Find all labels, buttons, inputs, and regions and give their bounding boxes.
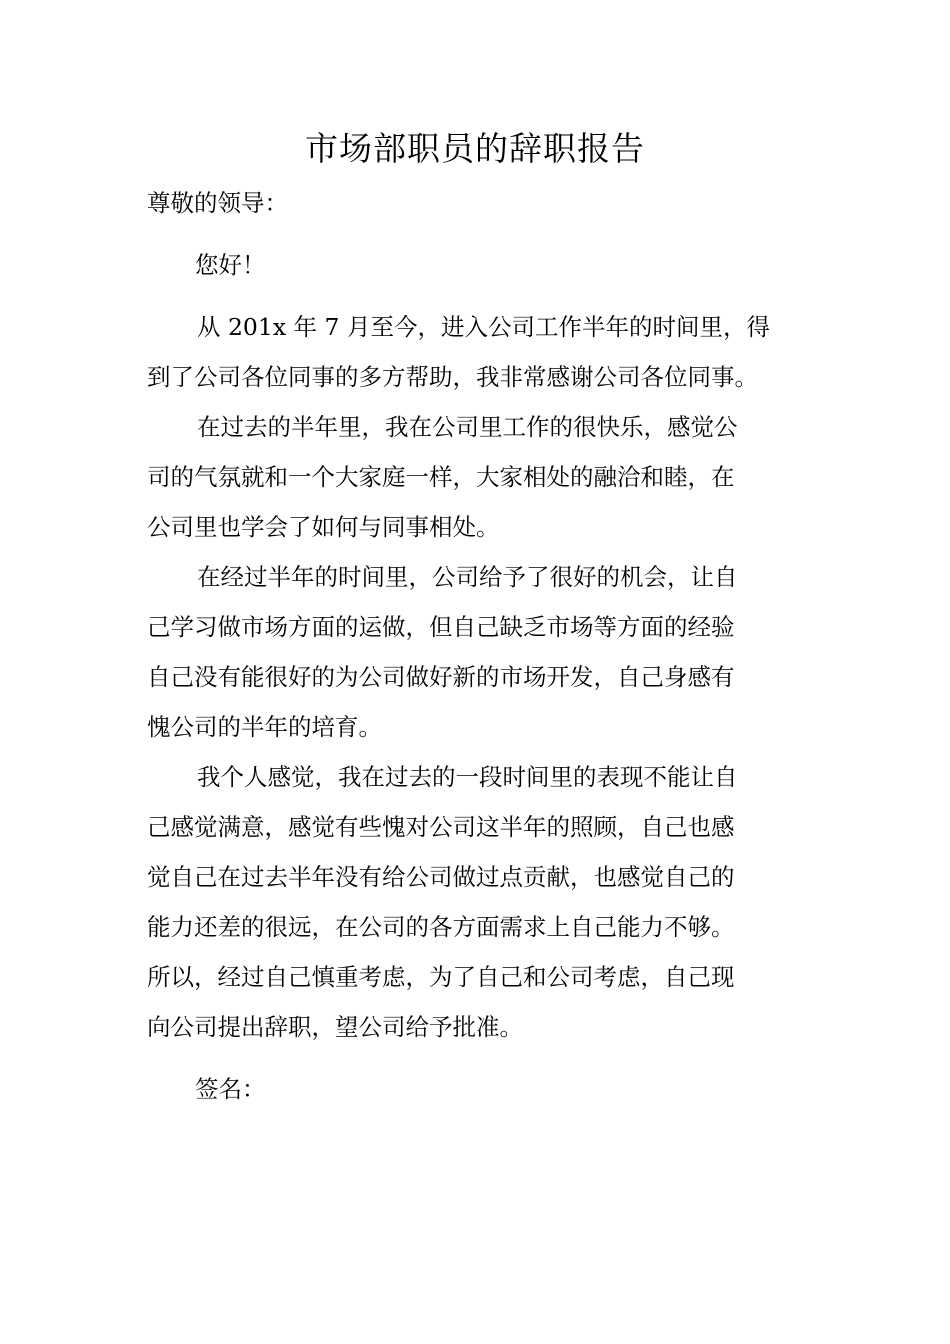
paragraph-line: 从 201x 年 7 月至今，进入公司工作半年的时间里，得 — [197, 313, 770, 341]
paragraph-line: 觉自己在过去半年没有给公司做过点贡献，也感觉自己的 — [147, 863, 735, 891]
paragraph-line: 向公司提出辞职，望公司给予批准。 — [147, 1013, 523, 1041]
paragraph-line: 司的气氛就和一个大家庭一样，大家相处的融洽和睦，在 — [147, 463, 735, 491]
greeting: 您好！ — [195, 251, 266, 279]
signature-label: 签名： — [195, 1075, 266, 1103]
salutation: 尊敬的领导： — [147, 189, 288, 217]
paragraph-line: 公司里也学会了如何与同事相处。 — [147, 513, 500, 541]
paragraph-line: 在过去的半年里，我在公司里工作的很快乐，感觉公 — [197, 413, 738, 441]
paragraph-line: 在经过半年的时间里，公司给予了很好的机会，让自 — [197, 563, 738, 591]
paragraph-line: 己感觉满意，感觉有些愧对公司这半年的照顾，自己也感 — [147, 813, 735, 841]
paragraph-4 — [147, 752, 807, 1052]
paragraph-3 — [147, 552, 807, 752]
paragraph-2 — [147, 402, 807, 552]
spacer — [147, 1052, 807, 1064]
paragraph-line: 自己没有能很好的为公司做好新的市场开发，自己身感有 — [147, 663, 735, 691]
paragraph-line: 愧公司的半年的培育。 — [147, 713, 382, 741]
paragraph-line: 能力还差的很远，在公司的各方面需求上自己能力不够。 — [147, 913, 735, 941]
paragraph-line: 所以，经过自己慎重考虑，为了自己和公司考虑，自己现 — [147, 963, 735, 991]
paragraph-line: 己学习做市场方面的运做，但自己缺乏市场等方面的经验 — [147, 613, 735, 641]
paragraph-line: 到了公司各位同事的多方帮助，我非常感谢公司各位同事。 — [147, 363, 758, 391]
spacer — [147, 228, 807, 240]
document-title: 市场部职员的辞职报告 — [305, 129, 645, 168]
paragraph-line: 我个人感觉，我在过去的一段时间里的表现不能让自 — [197, 763, 738, 791]
paragraph-1 — [147, 302, 807, 402]
spacer — [147, 290, 807, 302]
letter-body — [147, 178, 807, 1114]
